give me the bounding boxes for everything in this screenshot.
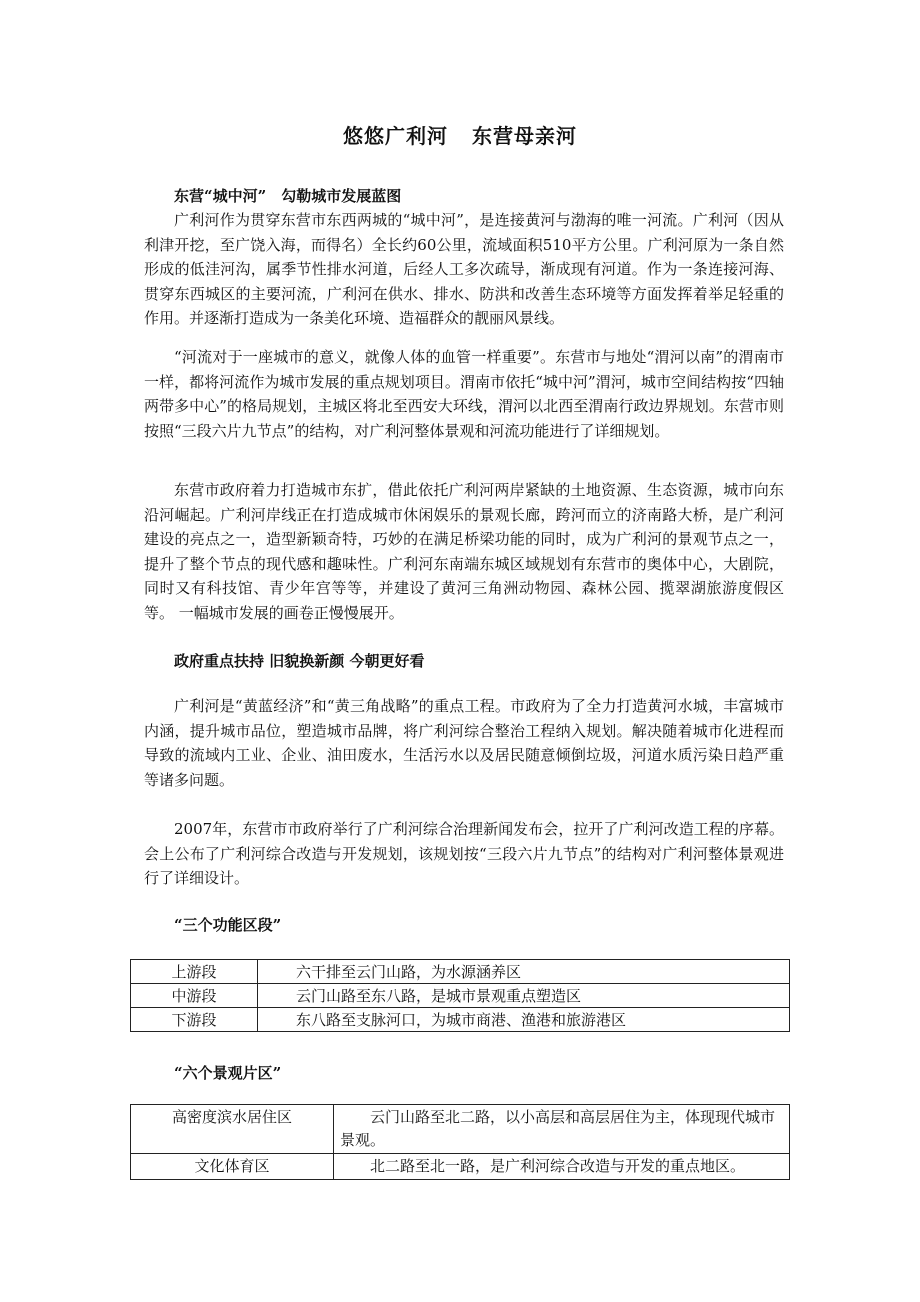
paragraph-4: 广利河是“黄蓝经济”和“黄三角战略”的重点工程。市政府为了全力打造黄河水城，丰富城市内涵，提升城市品位，塑造城市品牌，将广利河综合整治工程纳入规划。解决随着城市化进程而导致的流域内工业、企业、油田废水，生活污水以及居民随意倾倒垃圾，河道水质污染日趋严重等诸多问题。 — [144, 697, 784, 789]
table-cell-desc: 北二路至北一路，是广利河综合改造与开发的重点地区。 — [334, 1154, 790, 1180]
table-cell-name: 中游段 — [131, 984, 258, 1008]
landscape-zones-table — [130, 1104, 790, 1180]
table-cell-desc: 云门山路至北二路，以小高层和高层居住为主，体现现代城市景观。 — [334, 1105, 790, 1154]
paragraph-1: 广利河作为贯穿东营市东西两城的“城中河”，是连接黄河与渤海的唯一河流。广利河（因从利津开挖，至广饶入海，而得名）全长约60公里，流域面积510平方公里。广利河原为一条自然形成的低洼河沟，属季节性排水河道，后经人工多次疏导，渐成现有河道。作为一条连接河海、贯穿东西城区的主要河流，广利河在供水、排水、防洪和改善生态环境等方面发挥着举足轻重的作用。并逐渐打造成为一条美化环境、造福群众的靓丽风景线。 — [144, 211, 784, 327]
table-row — [131, 1154, 790, 1180]
table-row — [131, 1105, 790, 1154]
table-cell-desc: 云门山路至东八路，是城市景观重点塑造区 — [258, 984, 790, 1008]
table-cell-name: 高密度滨水居住区 — [131, 1105, 334, 1154]
table-cell-desc: 六干排至云门山路，为水源涵养区 — [258, 960, 790, 984]
table-cell-desc: 东八路至支脉河口，为城市商港、渔港和旅游港区 — [258, 1008, 790, 1032]
table-row — [131, 984, 790, 1008]
title-part-1: 悠悠广利河 — [343, 124, 448, 148]
paragraph-3: 东营市政府着力打造城市东扩，借此依托广利河两岸紧缺的土地资源、生态资源，城市向东沿河崛起。广利河岸线正在打造成城市休闲娱乐的景观长廊，跨河而立的济南路大桥，是广利河建设的亮点之一，造型新颖奇特，巧妙的在满足桥梁功能的同时，成为广利河的景观节点之一，提升了整个节点的现代感和趣味性。广利河东南端东城区域规划有东营市的奥体中心，大剧院，同时又有科技馆、青少年宫等等，并建设了黄河三角洲动物园、森林公园、揽翠湖旅游度假区等。 一幅城市发展的画卷正慢慢展开。 — [144, 481, 784, 622]
functional-sections-table — [130, 959, 790, 1032]
section-heading-2: 政府重点扶持 旧貌换新颜 今朝更好看 — [174, 652, 425, 670]
table-cell-name: 上游段 — [131, 960, 258, 984]
page-title — [0, 120, 920, 149]
table2-title: “六个景观片区” — [174, 1064, 282, 1082]
table-row — [131, 1008, 790, 1032]
title-part-2: 东营母亲河 — [472, 124, 577, 148]
table-row — [131, 960, 790, 984]
paragraph-5: 2007年，东营市市政府举行了广利河综合治理新闻发布会，拉开了广利河改造工程的序幕。会上公布了广利河综合改造与开发规划，该规划按“三段六片九节点”的结构对广利河整体景观进行了详细设计。 — [144, 820, 784, 887]
table1-title: “三个功能区段” — [174, 916, 282, 934]
section-heading-1: 东营“城中河” 勾勒城市发展蓝图 — [174, 187, 402, 205]
table-cell-name: 文化体育区 — [131, 1154, 334, 1180]
table-cell-name: 下游段 — [131, 1008, 258, 1032]
paragraph-2: “河流对于一座城市的意义，就像人体的血管一样重要”。东营市与地处“渭河以南”的渭南市一样，都将河流作为城市发展的重点规划项目。渭南市依托“城中河”渭河，城市空间结构按“四轴两带多中心”的格局规划，主城区将北至西安大环线，渭河以北西至渭南行政边界规划。东营市则按照“三段六片九节点”的结构，对广利河整体景观和河流功能进行了详细规划。 — [144, 348, 784, 440]
